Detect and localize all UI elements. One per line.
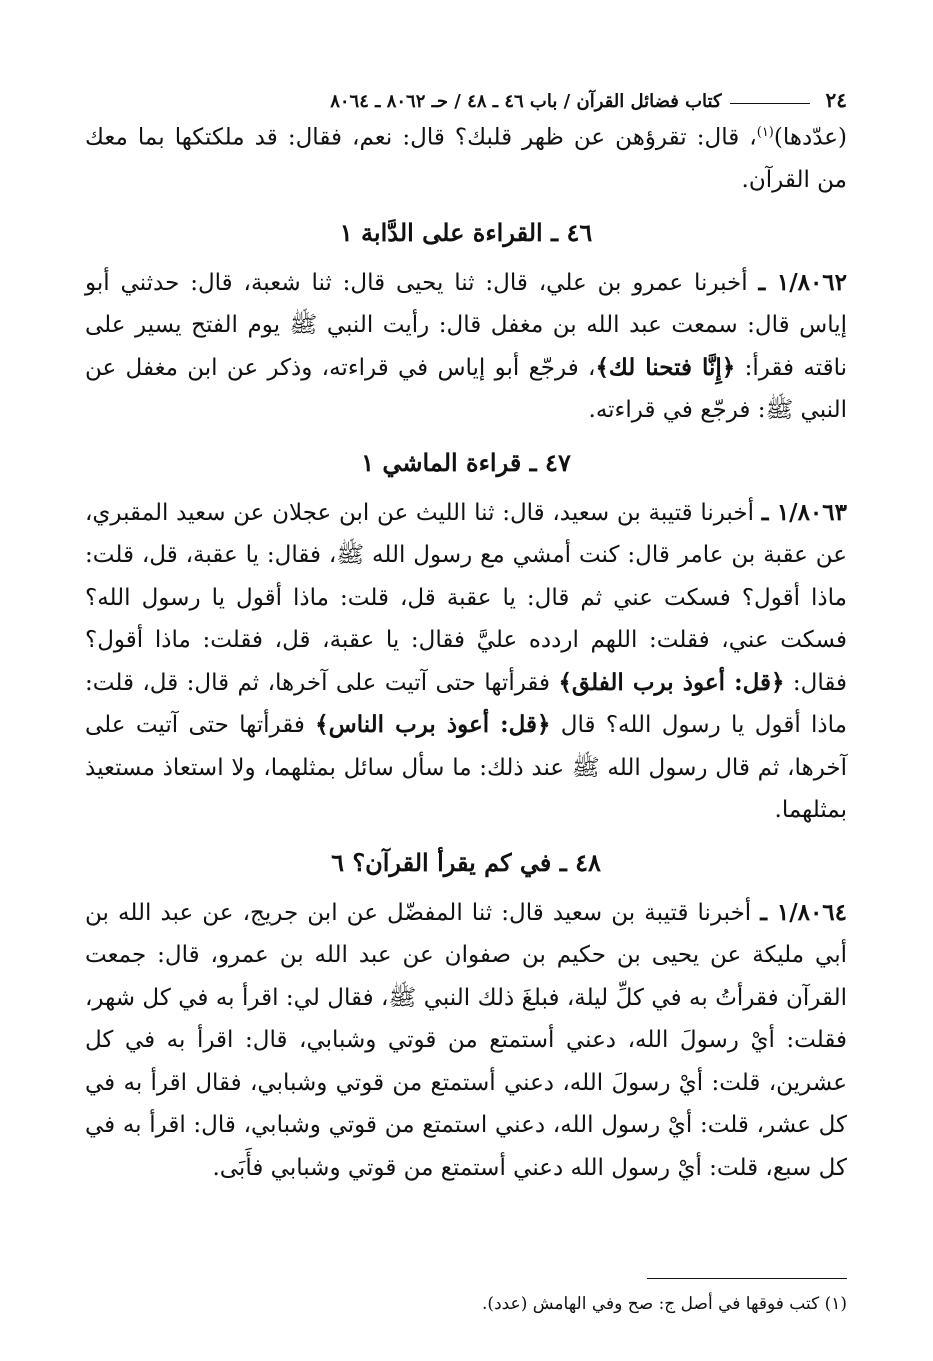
- section-heading-47: ٤٧ ـ قراءة الماشي ١: [361, 447, 571, 477]
- continuation-paragraph: [85, 112, 847, 202]
- footnote-reference[interactable]: (١): [756, 125, 774, 140]
- hadith-8063: [85, 492, 847, 832]
- hadith-text: فقرأتها حتى آتيت على آخرها، ثم قال رسول الله ﷺ عند ذلك: ما سأل سائل بمثلهما، ولا استعاذ مستعيذ بمثلهما.: [85, 712, 847, 824]
- hadith-text: أخبرنا قتيبة بن سعيد، قال: ثنا الليث عن ابن عجلان عن سعيد المقبري، عن عقبة بن عامر قال: كنت أمشي مع رسول الله ﷺ، فقال: يا عقبة، قل، قلت: ماذا أقول؟ فسكت عني ثم قال: يا عقبة قل، قلت: ماذا أقول يا رسول الله؟ فسكت عني، فقلت: اللهم اردده عليَّ فقال: يا عقبة، قل، فقلت: ماذا أقول؟ فقال:: [85, 499, 847, 696]
- intro-text-before-ref: (عدّدها): [773, 124, 847, 151]
- hadith-8062: [85, 262, 847, 432]
- hadith-text: ، فرجّع أبو إياس في قراءته، وذكر عن ابن مغفل عن النبي ﷺ: فرجّع في قراءته.: [85, 354, 847, 424]
- hadith-text: أخبرنا عمرو بن علي، قال: ثنا يحيى قال: ثنا شعبة، قال: حدثني أبو إياس قال: سمعت عبد الله بن مغفل قال: رأيت النبي ﷺ يوم الفتح يسير على ناقته فقرأ:: [85, 269, 847, 381]
- hadith-number: ١/٨٠٦٣ ـ: [761, 498, 847, 526]
- header-rule: [730, 103, 810, 104]
- hadith-number: ١/٨٠٦٢ ـ: [758, 268, 848, 296]
- footnote-rule: [647, 1278, 847, 1279]
- footnote-1: (١) كتب فوقها في أصل ج: صح وفي الهامش (عدد).: [482, 1294, 847, 1314]
- quran-quote: ﴿قل: أعوذ برب الفلق﴾: [558, 668, 785, 696]
- footnotes: [85, 1278, 847, 1317]
- intro-text-after-ref: ، قال: تقرؤهن عن ظهر قلبك؟ قال: نعم، فقال: قد ملكتكها بما معك من القرآن.: [85, 124, 847, 194]
- quran-quote: ﴿إِنَّا فتحنا لك﴾: [595, 353, 736, 381]
- running-title: كتاب فضائل القرآن / باب ٤٦ ـ ٤٨ / حـ ٨٠٦٢ ـ ٨٠٦٤: [330, 91, 722, 112]
- hadith-number: ١/٨٠٦٤ ـ: [760, 898, 848, 926]
- page-number: ٢٤: [825, 88, 847, 112]
- hadith-text: أخبرنا قتيبة بن سعيد قال: ثنا المفضّل عن ابن جريج، عن عبد الله بن أبي مليكة عن يحيى بن حكيم بن صفوان عن عبد الله بن عمرو، قال: جمعت القرآن فقرأتُ به في كلِّ ليلة، فبلغَ ذلك النبي ﷺ، فقال لي: اقرأ به في كل شهر، فقلت: أيْ رسولَ الله، دعني أستمتع من قوتي وشبابي، قال: اقرأ به في كل عشرين، قلت: أيْ رسولَ الله، دعني أستمتع من قوتي وشبابي، فقال اقرأ به في كل عشر، قلت: أيْ رسول الله، دعني استمتع من قوتي وشبابي، قال: اقرأ به في كل سبع، قلت: أيْ رسول الله دعني أستمتع من قوتي وشبابي فأَبَى.: [85, 899, 847, 1181]
- hadith-text: فقرأتها حتى آتيت على آخرها، ثم قال: قل، قلت: ماذا أقول يا رسول الله؟ قال: [85, 669, 847, 739]
- page-body: [85, 78, 847, 1189]
- section-heading-48: ٤٨ ـ في كم يقرأ القرآن؟ ٦: [331, 847, 601, 877]
- quran-quote: ﴿قل: أعوذ برب الناس﴾: [315, 711, 551, 739]
- hadith-8064: [85, 892, 847, 1190]
- running-header: [85, 78, 847, 112]
- section-heading-46: ٤٦ ـ القراءة على الدَّابة ١: [339, 217, 593, 247]
